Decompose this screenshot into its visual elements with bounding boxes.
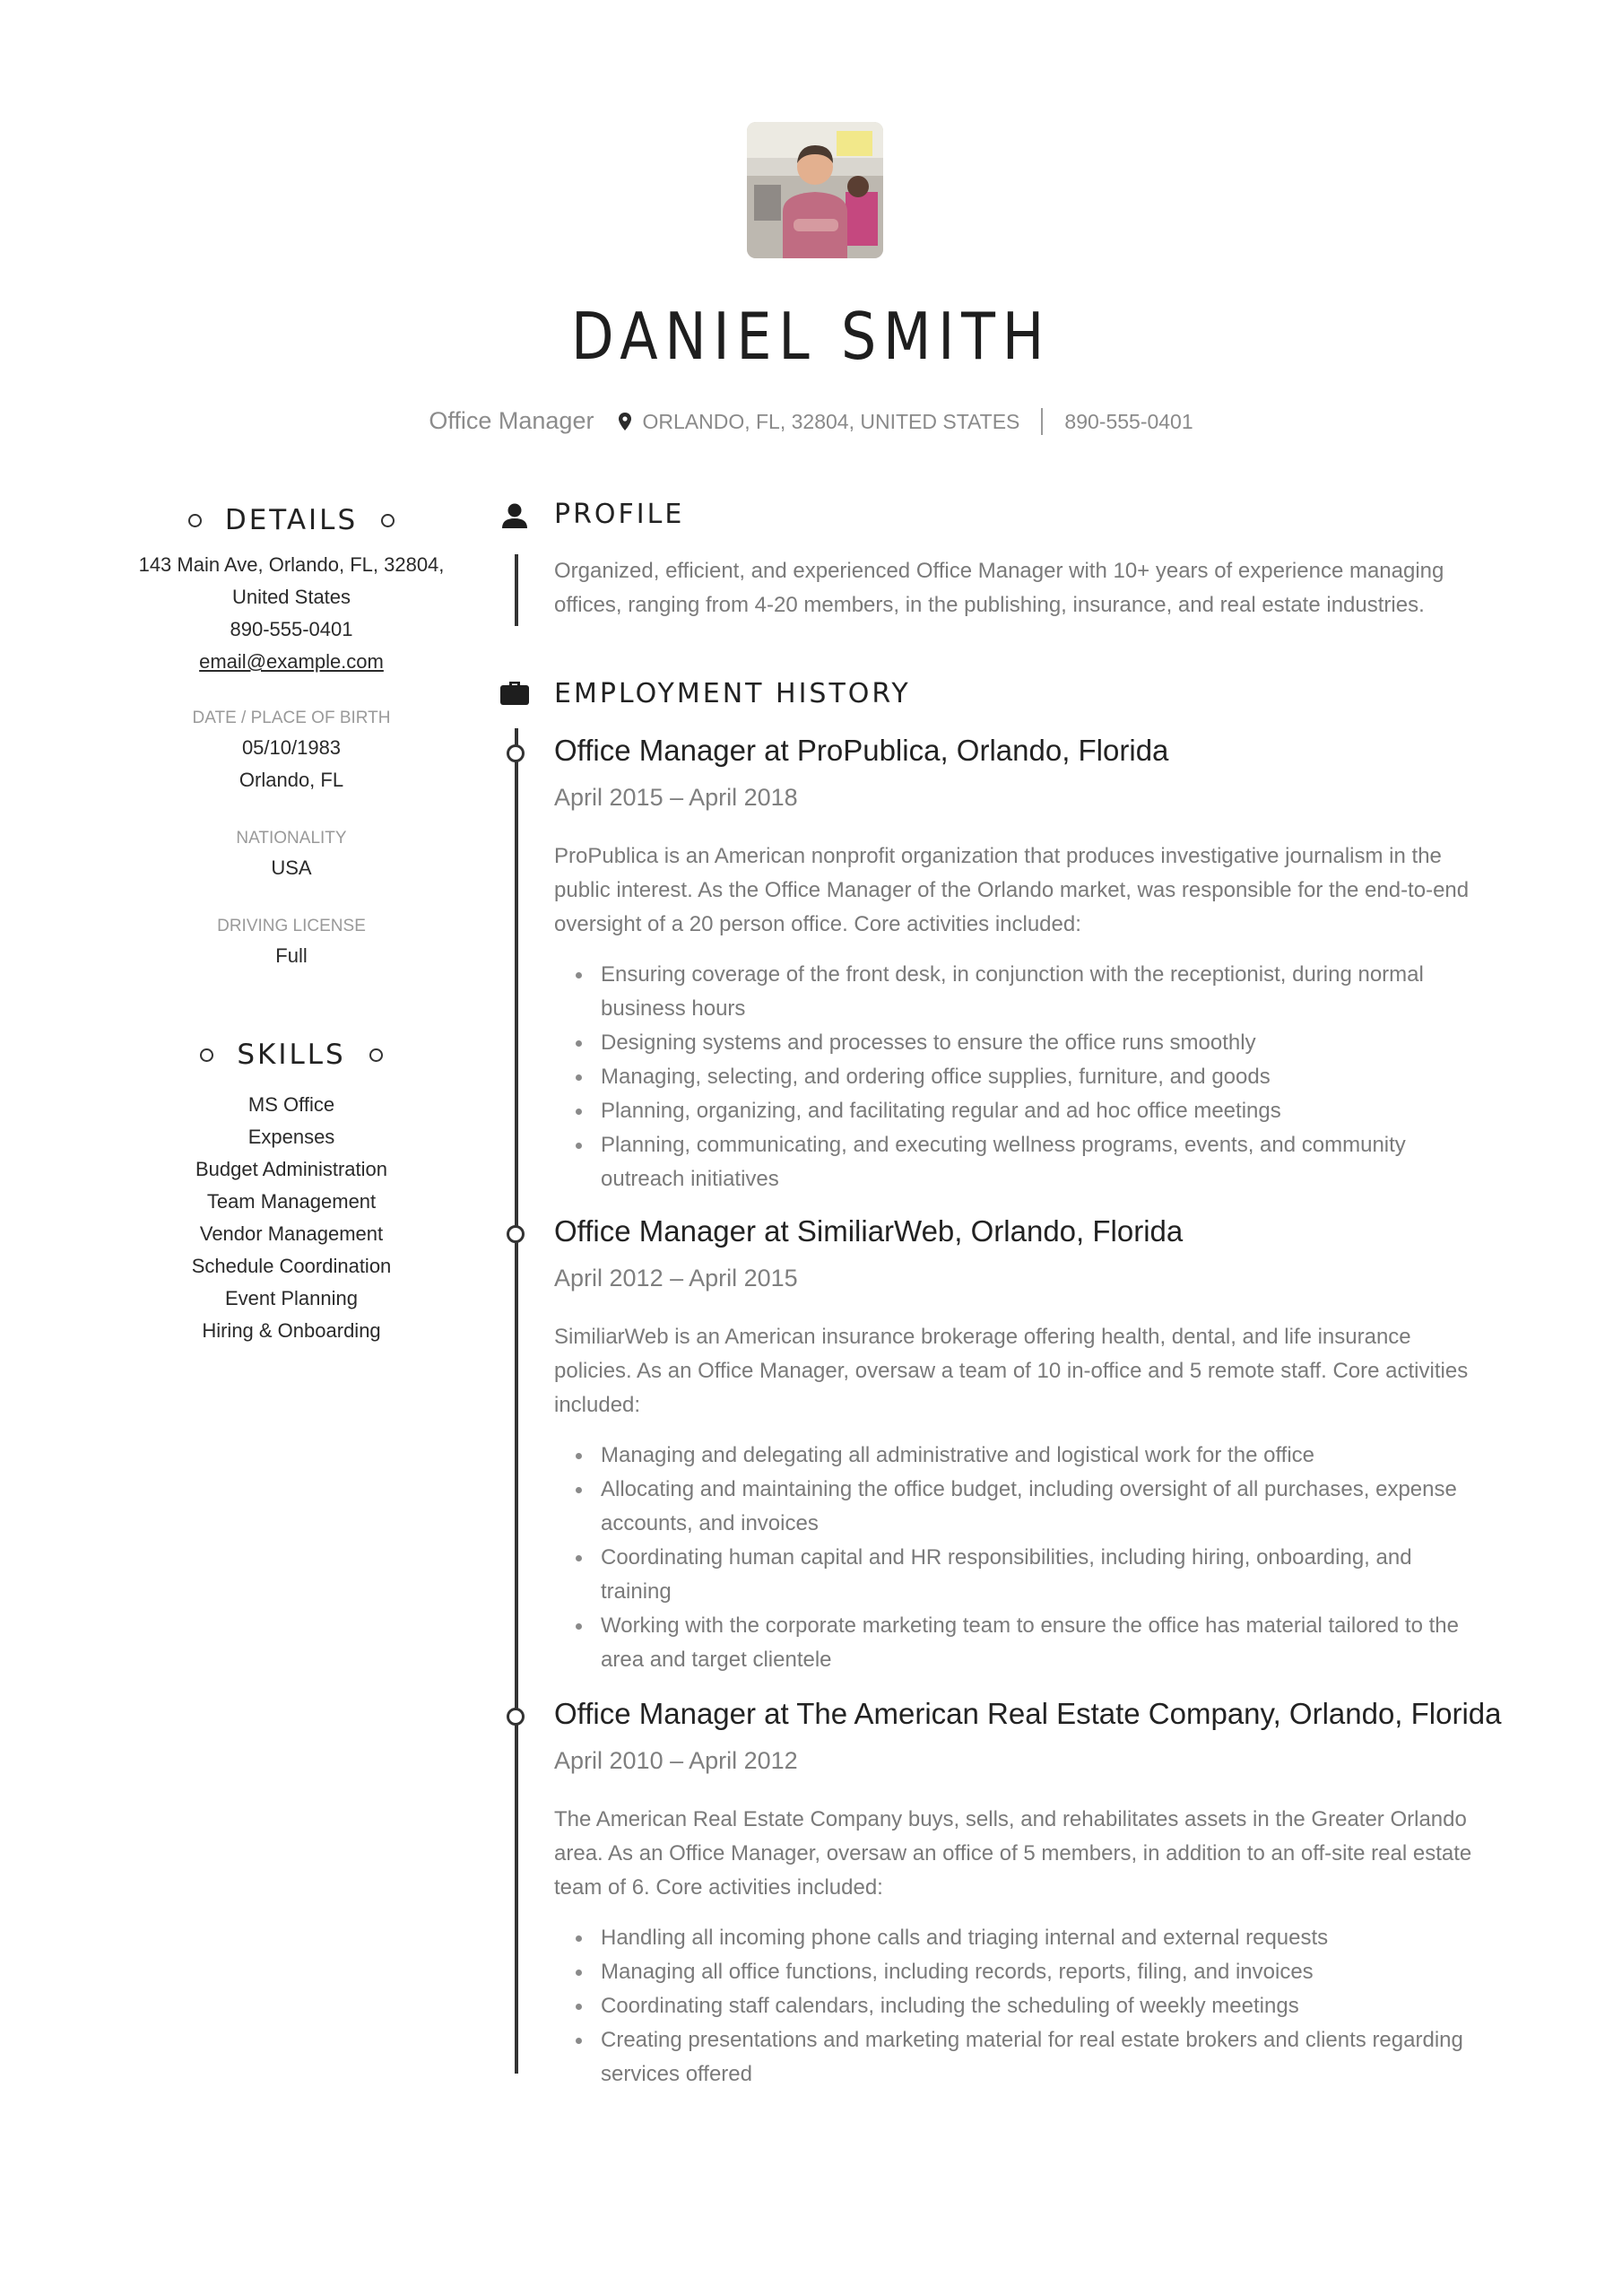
bullet-line: Managing and delegating all administrative and logistical work for the office (601, 1443, 1315, 1467)
skill-item: Schedule Coordination (191, 1255, 392, 1277)
desc-line: The American Real Estate Company buys, sells, and rehabilitates assets in the Greater Orlando (554, 1807, 1467, 1831)
skill-item: Expenses (247, 1126, 335, 1148)
header-contact-line (0, 407, 1622, 437)
candidate-name: DANIEL SMITH (570, 299, 1052, 374)
job-bullets-2 (554, 1439, 1538, 1677)
address-line-1: 143 Main Ave, Orlando, FL, 32804, (138, 553, 445, 576)
bullet-line: Creating presentations and marketing material for real estate brokers and clients regarding (601, 2028, 1463, 2052)
skill-item: MS Office (247, 1093, 335, 1116)
job-desc-1 (554, 839, 1491, 942)
list-item (601, 958, 1538, 1026)
bullet-line: Planning, organizing, and facilitating regular and ad hoc office meetings (601, 1099, 1281, 1123)
list-item (601, 1609, 1538, 1677)
circle-icon (369, 1048, 383, 1062)
desc-line: ProPublica is an American nonprofit organization that produces investigative journalism in the (554, 844, 1442, 868)
bullet-line: Coordinating staff calendars, including the scheduling of weekly meetings (601, 1994, 1299, 2018)
job-desc-3 (554, 1803, 1491, 1905)
job-title-2: Office Manager at SimiliarWeb, Orlando, Florida (554, 1214, 1184, 1248)
list-item (601, 1541, 1538, 1609)
circle-icon (381, 514, 395, 527)
bullet-line: Planning, communicating, and executing wellness programs, events, and community (601, 1133, 1406, 1157)
skill-item: Team Management (206, 1190, 377, 1213)
desc-line: area. As an Office Manager, oversaw an office of 5 members, in addition to an off-site real estate (554, 1841, 1472, 1866)
details-contact (117, 549, 466, 678)
bullet-line: Designing systems and processes to ensure the office runs smoothly (601, 1031, 1256, 1055)
profile-text (554, 554, 1491, 622)
desc-line: SimiliarWeb is an American insurance brokerage offering health, dental, and life insurance (554, 1325, 1411, 1349)
job-bullets-3 (554, 1921, 1538, 2092)
timeline-dot (507, 1708, 525, 1726)
person-icon (499, 502, 531, 534)
location-pin-icon (619, 412, 631, 437)
desc-line: team of 6. Core activities included: (554, 1875, 883, 1900)
circle-icon (200, 1048, 213, 1062)
bullet-line: outreach initiatives (601, 1167, 779, 1191)
skills-heading-text: SKILLS (237, 1039, 346, 1071)
skills-list (117, 1089, 466, 1347)
header-phone: 890-555-0401 (1064, 410, 1193, 433)
bullet-line: Managing, selecting, and ordering office supplies, furniture, and goods (601, 1065, 1271, 1089)
job-dates-2: April 2012 – April 2015 (554, 1265, 798, 1292)
list-item (601, 1026, 1538, 1060)
skill-item: Budget Administration (195, 1158, 388, 1180)
dob-value: 05/10/1983 (241, 736, 342, 759)
license-value: Full (275, 944, 308, 967)
list-item (601, 1060, 1538, 1094)
skills-heading (117, 1037, 466, 1073)
profile-line: offices, ranging from 4-20 members, in the publishing, insurance, and real estate industries. (554, 593, 1425, 617)
list-item (601, 1473, 1538, 1541)
profile-line: Organized, efficient, and experienced Office Manager with 10+ years of experience managing (554, 559, 1444, 583)
dob-label: DATE / PLACE OF BIRTH (192, 709, 391, 727)
list-item (601, 1955, 1538, 1989)
bullet-line: Coordinating human capital and HR responsibilities, including hiring, onboarding, and (601, 1545, 1412, 1570)
job-title-3: Office Manager at The American Real Estate Company, Orlando, Florida (554, 1697, 1502, 1730)
circle-icon (188, 514, 202, 527)
bullet-line: services offered (601, 2062, 752, 2086)
briefcase-icon (499, 678, 531, 711)
details-phone: 890-555-0401 (230, 618, 353, 640)
desc-line: policies. As an Office Manager, oversaw a team of 10 in-office and 5 remote staff. Core activities (554, 1359, 1469, 1383)
job-dates-1: April 2015 – April 2018 (554, 784, 798, 811)
list-item (601, 1439, 1538, 1473)
list-item (601, 2023, 1538, 2092)
list-item (601, 1921, 1538, 1955)
employment-heading: EMPLOYMENT HISTORY (554, 678, 911, 709)
skill-item: Vendor Management (199, 1222, 384, 1245)
job-desc-2 (554, 1320, 1491, 1422)
nationality-label: NATIONALITY (236, 829, 347, 848)
profile-timeline-line (515, 554, 518, 626)
job-title: Office Manager (429, 407, 594, 434)
profile-photo (747, 122, 883, 258)
desc-line: oversight of a 20 person office. Core activities included: (554, 912, 1081, 936)
job-bullets-1 (554, 958, 1538, 1196)
details-heading (117, 502, 466, 538)
details-heading-text: DETAILS (224, 504, 359, 536)
address-line-2: United States (231, 586, 351, 608)
bullet-line: area and target clientele (601, 1648, 832, 1672)
license-label: DRIVING LICENSE (217, 917, 366, 935)
email-link[interactable]: email@example.com (199, 650, 384, 673)
profile-heading: PROFILE (554, 499, 685, 530)
bullet-line: Managing all office functions, including records, reports, filing, and invoices (601, 1960, 1314, 1984)
list-item (601, 1128, 1538, 1196)
list-item (601, 1094, 1538, 1128)
desc-line: included: (554, 1393, 641, 1417)
header-address: ORLANDO, FL, 32804, UNITED STATES (642, 410, 1020, 433)
left-column (117, 502, 466, 1347)
employment-timeline-line (515, 728, 518, 2074)
birthplace-value: Orlando, FL (239, 769, 344, 791)
timeline-dot (507, 744, 525, 762)
bullet-line: Working with the corporate marketing team to ensure the office has material tailored to the (601, 1613, 1459, 1638)
timeline-dot (507, 1225, 525, 1243)
nationality-value: USA (271, 857, 312, 879)
person-photo-illustration (747, 122, 883, 258)
separator (1041, 408, 1043, 435)
bullet-line: Ensuring coverage of the front desk, in conjunction with the receptionist, during normal (601, 962, 1424, 987)
bullet-line: Handling all incoming phone calls and triaging internal and external requests (601, 1926, 1329, 1950)
skill-item: Hiring & Onboarding (202, 1319, 381, 1342)
bullet-line: business hours (601, 996, 746, 1021)
bullet-line: training (601, 1579, 672, 1604)
bullet-line: accounts, and invoices (601, 1511, 819, 1535)
skill-item: Event Planning (225, 1287, 358, 1309)
bullet-line: Allocating and maintaining the office budget, including oversight of all purchases, expense (601, 1477, 1457, 1501)
job-title-1: Office Manager at ProPublica, Orlando, Florida (554, 734, 1169, 767)
list-item (601, 1989, 1538, 2023)
desc-line: public interest. As the Office Manager of the Orlando market, was responsible for the end-to-end (554, 878, 1470, 902)
job-dates-3: April 2010 – April 2012 (554, 1747, 798, 1774)
